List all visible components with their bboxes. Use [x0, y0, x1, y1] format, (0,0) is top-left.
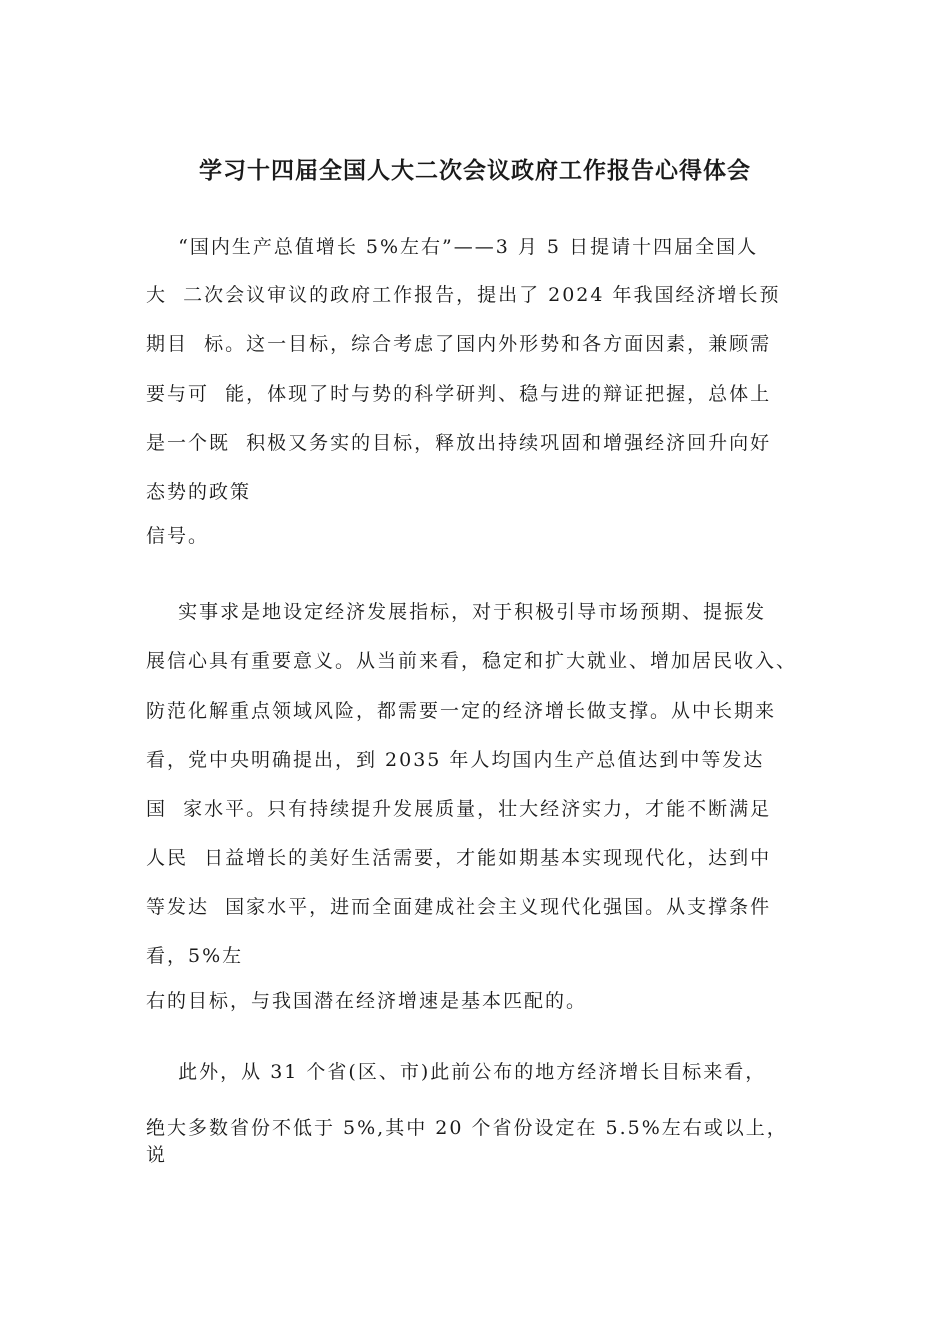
paragraph-1-line-1: “国内生产总值增长 5%左右”——3 月 5 日提请十四届全国人 [146, 236, 759, 258]
paragraph-3-line-2: 绝大多数省份不低于 5%,其中 20 个省份设定在 5.5%左右或以上， [146, 1117, 788, 1139]
paragraph-1-line-7: 信号。 [146, 525, 210, 547]
paragraph-2-line-8: 看，5%左 [146, 945, 244, 967]
paragraph-3-line-3: 说 [146, 1144, 168, 1166]
paragraph-3-line-1: 此外，从 31 个省(区、市)此前公布的地方经济增长目标来看， [146, 1061, 767, 1083]
paragraph-2-line-5: 国 家水平。只有持续提升发展质量，壮大经济实力，才能不断满足 [146, 798, 772, 820]
paragraph-2-line-3: 防范化解重点领域风险，都需要一定的经济增长做支撑。从中长期来 [146, 700, 777, 722]
paragraph-2-line-1: 实事求是地设定经济发展指标，对于积极引导市场预期、提振发 [146, 601, 767, 623]
paragraph-1-line-5: 是一个既 积极又务实的目标，释放出持续巩固和增强经济回升向好 [146, 432, 772, 454]
paragraph-2-line-9: 右的目标，与我国潜在经济增速是基本匹配的。 [146, 990, 588, 1012]
paragraph-2-line-7: 等发达 国家水平，进而全面建成社会主义现代化强国。从支撑条件 [146, 896, 772, 918]
document-title: 学习十四届全国人大二次会议政府工作报告心得体会 [199, 157, 751, 184]
paragraph-1-line-4: 要与可 能，体现了时与势的科学研判、稳与进的辩证把握，总体上 [146, 383, 772, 405]
paragraph-2-line-6: 人民 日益增长的美好生活需要，才能如期基本实现现代化，达到中 [146, 847, 772, 869]
paragraph-1-line-2: 大 二次会议审议的政府工作报告，提出了 2024 年我国经济增长预 [146, 284, 781, 306]
paragraph-2-line-4: 看，党中央明确提出，到 2035 年人均国内生产总值达到中等发达 [146, 749, 765, 771]
paragraph-2-line-2: 展信心具有重要意义。从当前来看，稳定和扩大就业、增加居民收入、 [146, 650, 798, 672]
paragraph-1-line-6: 态势的政策 [146, 481, 252, 503]
paragraph-1-line-3: 期目 标。这一目标，综合考虑了国内外形势和各方面因素，兼顾需 [146, 333, 772, 355]
